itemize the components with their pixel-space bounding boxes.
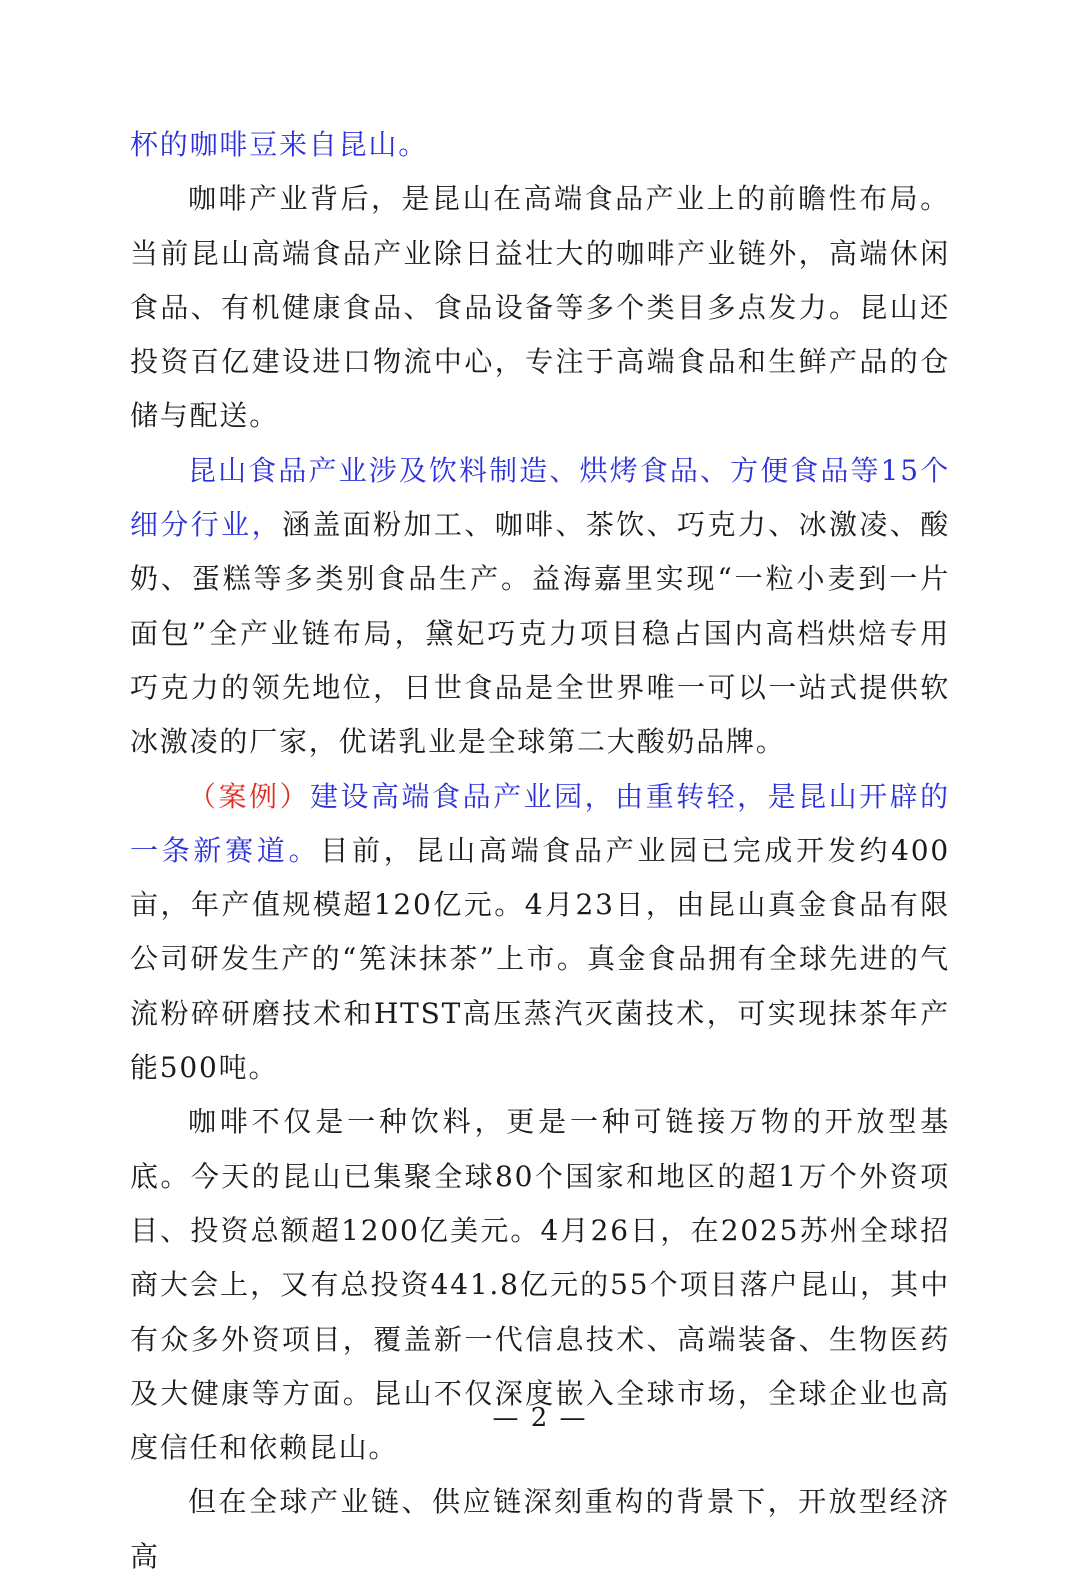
body-text: 咖啡不仅是一种饮料，更是一种可链接万物的开放型基底。今天的昆山已集聚全球80个国家和地区的超1万个外资项目、投资总额超1200亿美元。4月26日，在2025苏州全球招商大会上，又有总投资441.8亿元的55个项目落户昆山，其中有众多外资项目，覆盖新一代信息技术、高端装备、生物医药及大健康等方面。昆山不仅深度嵌入全球市场，全球企业也高度信任和依赖昆山。 xyxy=(130,1105,950,1465)
paragraph-1 xyxy=(130,118,950,172)
case-label: （案例） xyxy=(188,779,311,813)
paragraph-3 xyxy=(130,444,950,770)
paragraph-2 xyxy=(130,172,950,443)
body-text: 但在全球产业链、供应链深刻重构的背景下，开放型经济高 xyxy=(130,1485,950,1573)
body-text: 涵盖面粉加工、咖啡、茶饮、巧克力、冰激凌、酸奶、蛋糕等多类别食品生产。益海嘉里实现“一粒小麦到一片面包”全产业链布局，黛妃巧克力项目稳占国内高档烘焙专用巧克力的领先地位，日世食品是全世界唯一可以一站式提供软冰激凌的厂家，优诺乳业是全球第二大酸奶品牌。 xyxy=(130,508,950,759)
body-text: 咖啡产业背后，是昆山在高端食品产业上的前瞻性布局。当前昆山高端食品产业除日益壮大的咖啡产业链外，高端休闲食品、有机健康食品、食品设备等多个类目多点发力。昆山还投资百亿建设进口物流中心，专注于高端食品和生鲜产品的仓储与配送。 xyxy=(130,182,950,433)
highlighted-text: 建设高端食品产业园，由重转轻，是昆山开辟的一条新赛道。 xyxy=(130,779,950,867)
highlighted-text: 杯的咖啡豆来自昆山。 xyxy=(130,128,429,161)
paragraph-4 xyxy=(130,770,950,1096)
body-text: 目前，昆山高端食品产业园已完成开发约400亩，年产值规模超120亿元。4月23日，由昆山真金食品有限公司研发生产的“筅沫抹茶”上市。真金食品拥有全球先进的气流粉碎研磨技术和HTST高压蒸汽灭菌技术，可实现抹茶年产能500吨。 xyxy=(130,833,950,1085)
document-body xyxy=(130,118,950,1584)
page-number: — 2 — xyxy=(492,1403,588,1433)
highlighted-text: 昆山食品产业涉及饮料制造、烘烤食品、方便食品等15个细分行业， xyxy=(130,453,950,542)
paragraph-6 xyxy=(130,1475,950,1584)
